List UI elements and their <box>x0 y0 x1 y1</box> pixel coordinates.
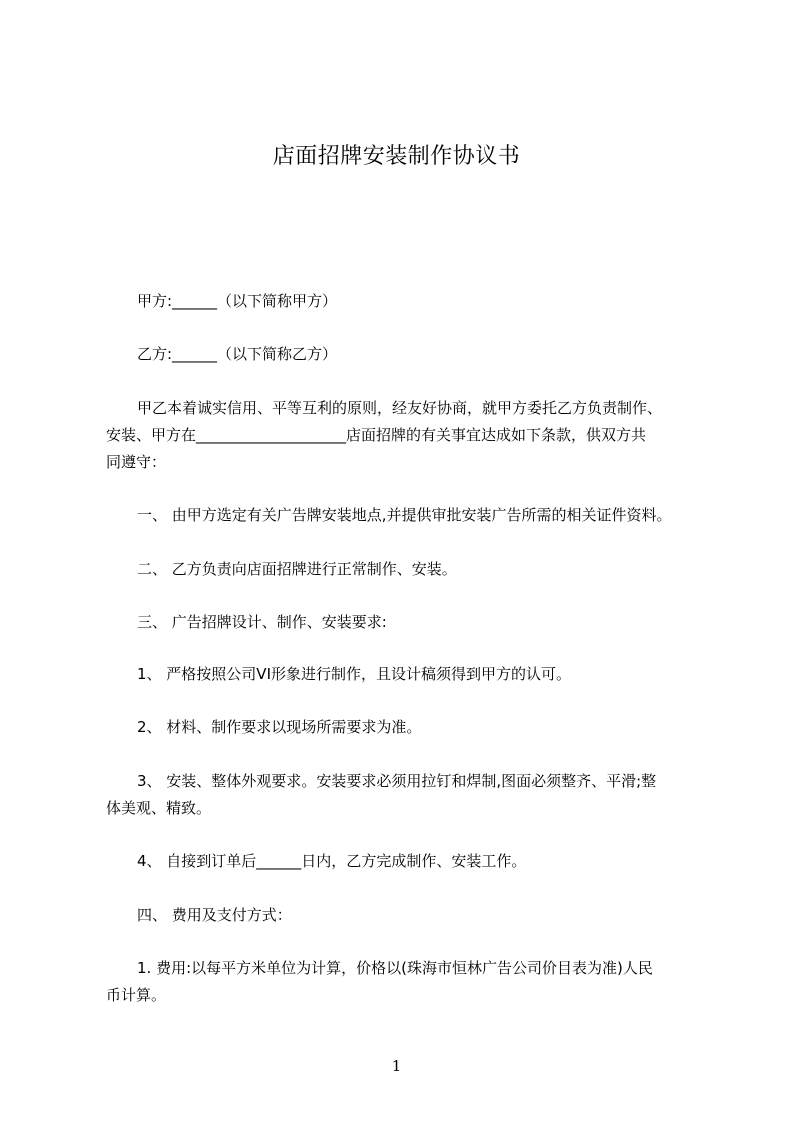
intro-line-1: 甲乙本着诚实信用、平等互利的原则，经友好协商，就甲方委托乙方负责制作、 <box>137 399 663 417</box>
party-b-line: 乙方:______（以下简称乙方） <box>137 345 338 363</box>
clause-3: 三、 广告招牌设计、制作、安装要求: <box>137 613 387 631</box>
page-number: 1 <box>391 1057 402 1075</box>
clause-3-item-2: 2、 材料、制作要求以现场所需要求为准。 <box>137 718 422 736</box>
clause-4: 四、 费用及支付方式： <box>137 906 292 924</box>
clause-3-item-4: 4、 自接到订单后______日内，乙方完成制作、安装工作。 <box>137 852 527 870</box>
fee-line-1: 1. 费用:以每平方米单位为计算，价格以(珠海市恒林广告公司价目表为准)人民 <box>137 959 653 977</box>
intro-line-3: 同遵守： <box>106 453 167 471</box>
clause-3-item-1: 1、 严格按照公司VI形象进行制作，且设计稿须得到甲方的认可。 <box>137 665 571 683</box>
clause-3-item-3-line-1: 3、 安装、整体外观要求。安装要求必须用拉钉和焊制,图面必须整齐、平滑;整 <box>137 772 657 790</box>
intro-line-2: 安装、甲方在____________________店面招牌的有关事宜达成如下条款，供双方共 <box>106 426 647 444</box>
fee-line-2: 币计算。 <box>106 986 167 1004</box>
clause-1: 一、 由甲方选定有关广告牌安装地点,并提供审批安装广告所需的相关证件资料。 <box>137 506 672 524</box>
clause-3-item-3-line-2: 体美观、精致。 <box>106 799 212 817</box>
document-title: 店面招牌安装制作协议书 <box>272 144 521 169</box>
clause-2: 二、 乙方负责向店面招牌进行正常制作、安装。 <box>137 560 457 578</box>
party-a-line: 甲方:______（以下简称甲方） <box>137 292 338 310</box>
